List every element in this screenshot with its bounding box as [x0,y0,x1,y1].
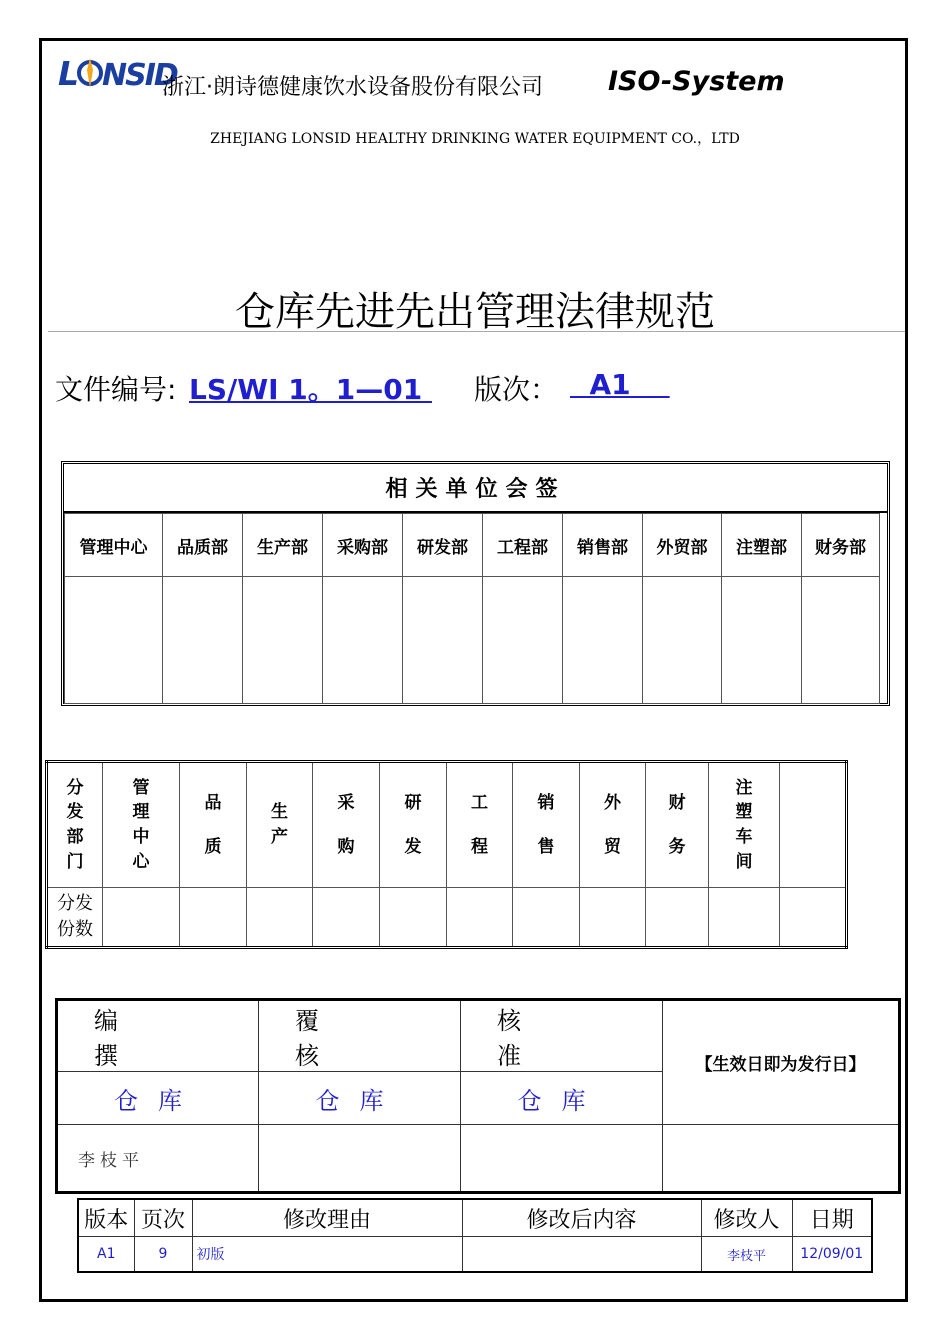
distribution-dept: 管理中心 [103,762,180,888]
approval-header-review: 覆核 [259,1000,461,1072]
iso-system-label: ISO-System [608,66,785,97]
distribution-count-cell[interactable] [780,888,847,948]
signoff-cell[interactable] [483,577,563,704]
approval-extra-cell[interactable] [663,1125,900,1193]
signoff-dept: 财务部 [802,514,880,577]
revision-table [77,1198,873,1273]
approval-writer: 李枝平 [57,1125,259,1193]
approval-reviewer-cell[interactable] [259,1125,461,1193]
distribution-dept: 品质 [180,762,247,888]
distribution-count-cell[interactable] [646,888,709,948]
svg-text:NSID: NSID [102,58,177,93]
signoff-cell[interactable] [163,577,243,704]
distribution-count-cell[interactable] [313,888,380,948]
distribution-dept: 工程 [447,762,513,888]
distribution-dept: 采购 [313,762,380,888]
distribution-count-cell[interactable] [247,888,313,948]
lonsid-logo [58,52,177,93]
revision-header: 修改后内容 [462,1199,701,1237]
revision-header: 修改人 [701,1199,792,1237]
signoff-cell[interactable] [643,577,722,704]
approval-dept: 仓库 [259,1072,461,1125]
revision-header: 页次 [134,1199,192,1237]
signoff-dept: 采购部 [323,514,403,577]
document-title: 仓库先进先出管理法律规范 [235,289,715,335]
company-name-cn: 浙江·朗诗德健康饮水设备股份有限公司 [162,75,543,100]
doc-number-value: LS/WI 1。1—01 [189,373,432,406]
revision-header: 日期 [792,1199,872,1237]
distribution-count-label: 分发份数 [47,888,103,948]
revision-version: A1 [78,1237,134,1273]
distribution-row-label: 分发部门 [47,762,103,888]
revision-reason: 初版 [192,1237,462,1273]
doc-number-label: 文件编号: [55,373,177,406]
signoff-dept: 工程部 [483,514,563,577]
signoff-cell[interactable] [802,577,880,704]
svg-text:L: L [58,54,78,93]
signoff-cell[interactable] [563,577,643,704]
distribution-dept: 研发 [380,762,447,888]
signoff-title: 相关单位会签 [64,464,887,513]
approval-header-compile: 编撰 [57,1000,259,1072]
revision-editor: 李枝平 [701,1237,792,1273]
version-value: A1 [570,368,670,401]
approval-header-approve: 核准 [461,1000,663,1072]
distribution-count-cell[interactable] [103,888,180,948]
distribution-dept: 外贸 [580,762,646,888]
revision-header: 版本 [78,1199,134,1237]
distribution-dept: 财务 [646,762,709,888]
signoff-dept: 品质部 [163,514,243,577]
distribution-count-cell[interactable] [709,888,780,948]
signoff-cell[interactable] [243,577,323,704]
approval-dept: 仓库 [461,1072,663,1125]
revision-header: 修改理由 [192,1199,462,1237]
revision-content [462,1237,701,1273]
revision-date: 12/09/01 [792,1237,872,1273]
signoff-grid [64,513,880,704]
approval-table [55,998,901,1194]
distribution-dept: 销售 [513,762,580,888]
signoff-cell[interactable] [403,577,483,704]
signoff-dept: 研发部 [403,514,483,577]
distribution-dept: 注塑车间 [709,762,780,888]
signoff-cell[interactable] [323,577,403,704]
signoff-cell[interactable] [65,577,163,704]
signoff-dept: 注塑部 [722,514,802,577]
title-divider [48,331,905,332]
signoff-dept: 销售部 [563,514,643,577]
revision-page: 9 [134,1237,192,1273]
signoff-dept: 管理中心 [65,514,163,577]
distribution-count-cell[interactable] [447,888,513,948]
distribution-dept [780,762,847,888]
distribution-count-cell[interactable] [580,888,646,948]
approval-approver-cell[interactable] [461,1125,663,1193]
signoff-dept: 生产部 [243,514,323,577]
signoff-dept: 外贸部 [643,514,722,577]
approval-dept: 仓库 [57,1072,259,1125]
distribution-table [45,760,848,949]
effective-note: 【生效日即为发行日】 [663,1000,900,1125]
company-name-en: ZHEJIANG LONSID HEALTHY DRINKING WATER EQUIPMENT CO.，LTD [210,131,740,147]
distribution-dept: 生产 [247,762,313,888]
distribution-count-cell[interactable] [180,888,247,948]
version-label: 版次： [474,373,559,406]
distribution-count-cell[interactable] [380,888,447,948]
signoff-cell[interactable] [722,577,802,704]
distribution-count-cell[interactable] [513,888,580,948]
